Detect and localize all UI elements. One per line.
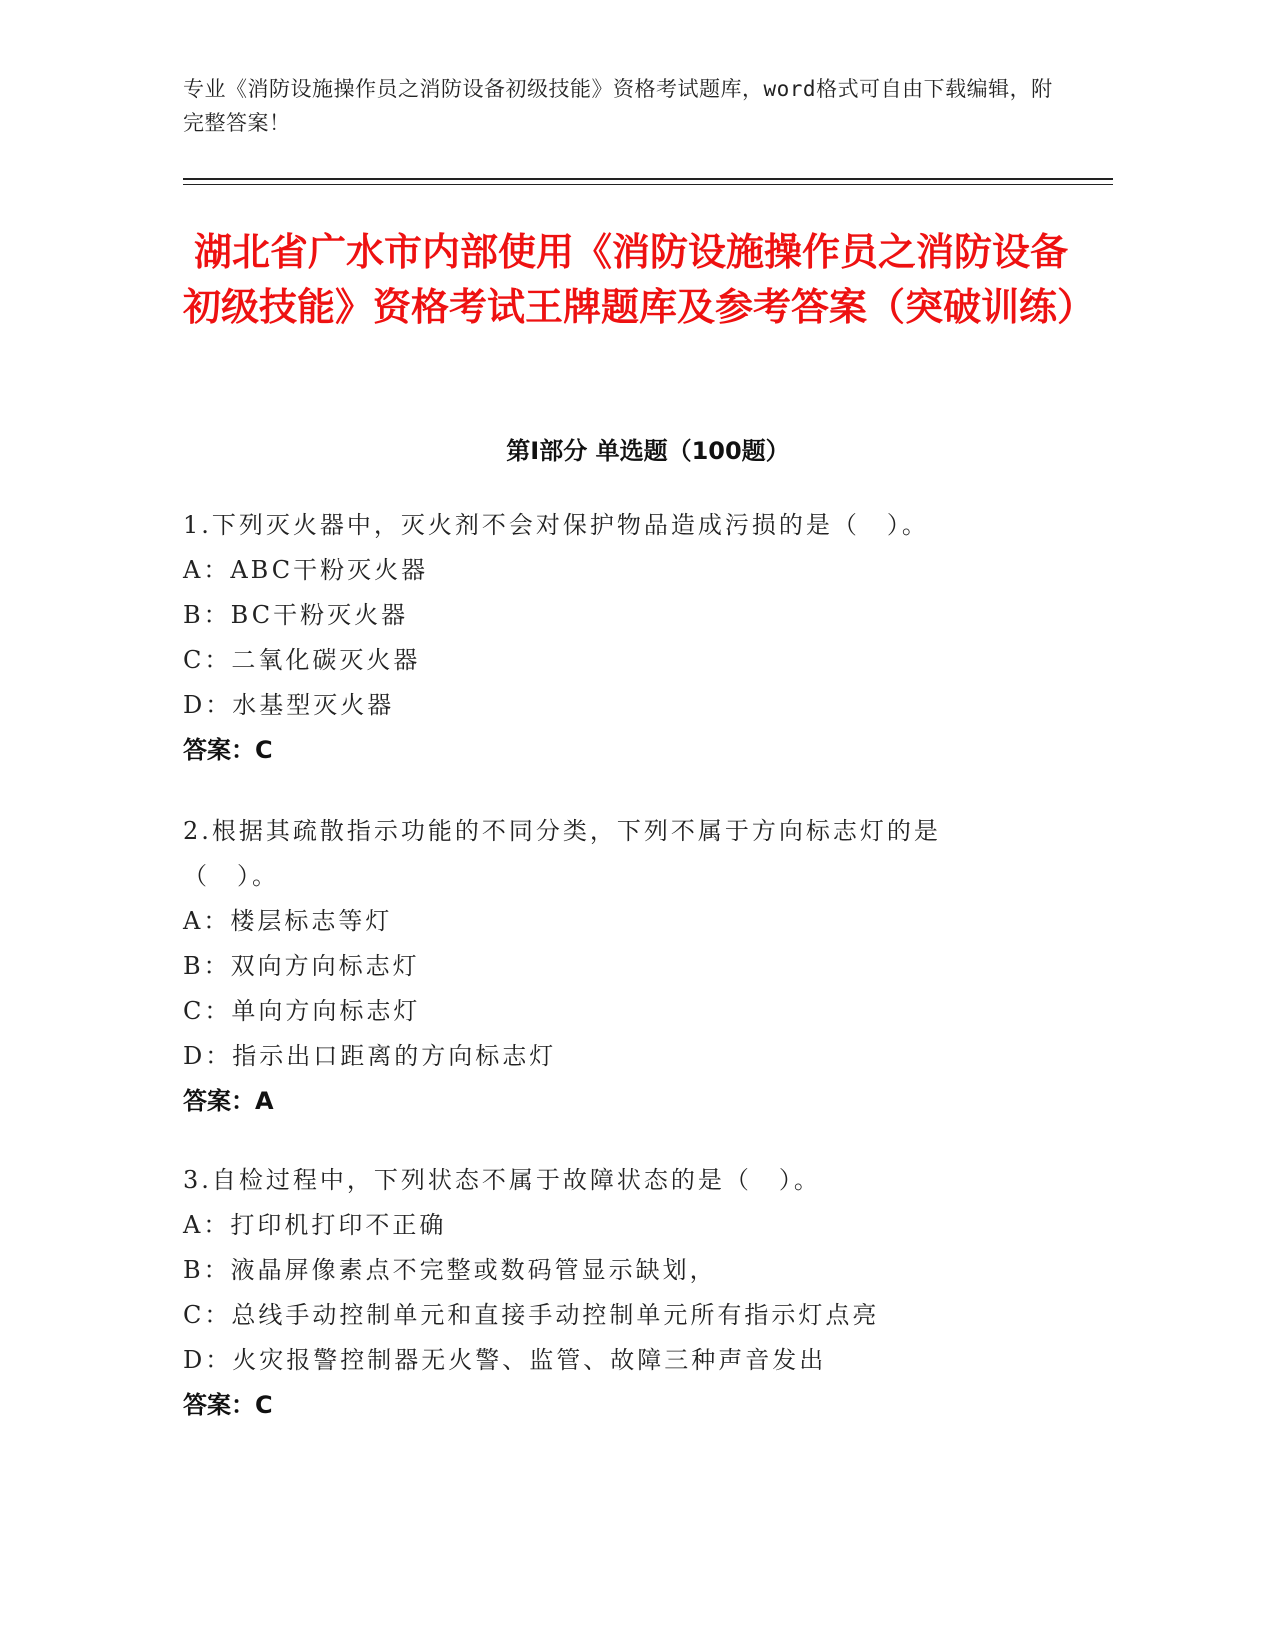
question-3	[183, 1158, 1063, 1428]
option-c: C：单向方向标志灯	[183, 997, 421, 1025]
option-a: A：打印机打印不正确	[183, 1211, 447, 1239]
option-b: B：双向方向标志灯	[183, 952, 420, 980]
option-b: B：液晶屏像素点不完整或数码管显示缺划，	[183, 1256, 717, 1284]
document-title: 湖北省广水市内部使用《消防设施操作员之消防设备初级技能》资格考试王牌题库及参考答案（突破训练）	[183, 230, 1096, 329]
header-rule-thin	[183, 184, 1113, 185]
answer-label: 答案：C	[183, 736, 273, 764]
option-a: A：ABC干粉灭火器	[183, 556, 429, 584]
question-stem: 2.根据其疏散指示功能的不同分类，下列不属于方向标志灯的是（ ）。	[183, 817, 941, 890]
option-d: D：火灾报警控制器无火警、监管、故障三种声音发出	[183, 1346, 827, 1374]
option-c: C：二氧化碳灭火器	[183, 646, 421, 674]
answer-label: 答案：C	[183, 1391, 273, 1419]
question-2	[183, 809, 1013, 1124]
header-rule-thick	[183, 178, 1113, 180]
option-d: D：指示出口距离的方向标志灯	[183, 1042, 557, 1070]
question-stem: 3.自检过程中，下列状态不属于故障状态的是（ ）。	[183, 1166, 821, 1194]
option-b: B：BC干粉灭火器	[183, 601, 409, 629]
question-stem: 1.下列灭火器中，灭火剂不会对保护物品造成污损的是（ ）。	[183, 511, 929, 539]
question-1	[183, 503, 1063, 773]
option-a: A：楼层标志等灯	[183, 907, 393, 935]
section-title: 第I部分 单选题（100题）	[506, 437, 790, 465]
header-note: 专业《消防设施操作员之消防设备初级技能》资格考试题库，word格式可自由下载编辑，附完整答案！	[183, 77, 1053, 135]
answer-label: 答案：A	[183, 1087, 274, 1115]
option-c: C：总线手动控制单元和直接手动控制单元所有指示灯点亮	[183, 1301, 880, 1329]
option-d: D：水基型灭火器	[183, 691, 395, 719]
